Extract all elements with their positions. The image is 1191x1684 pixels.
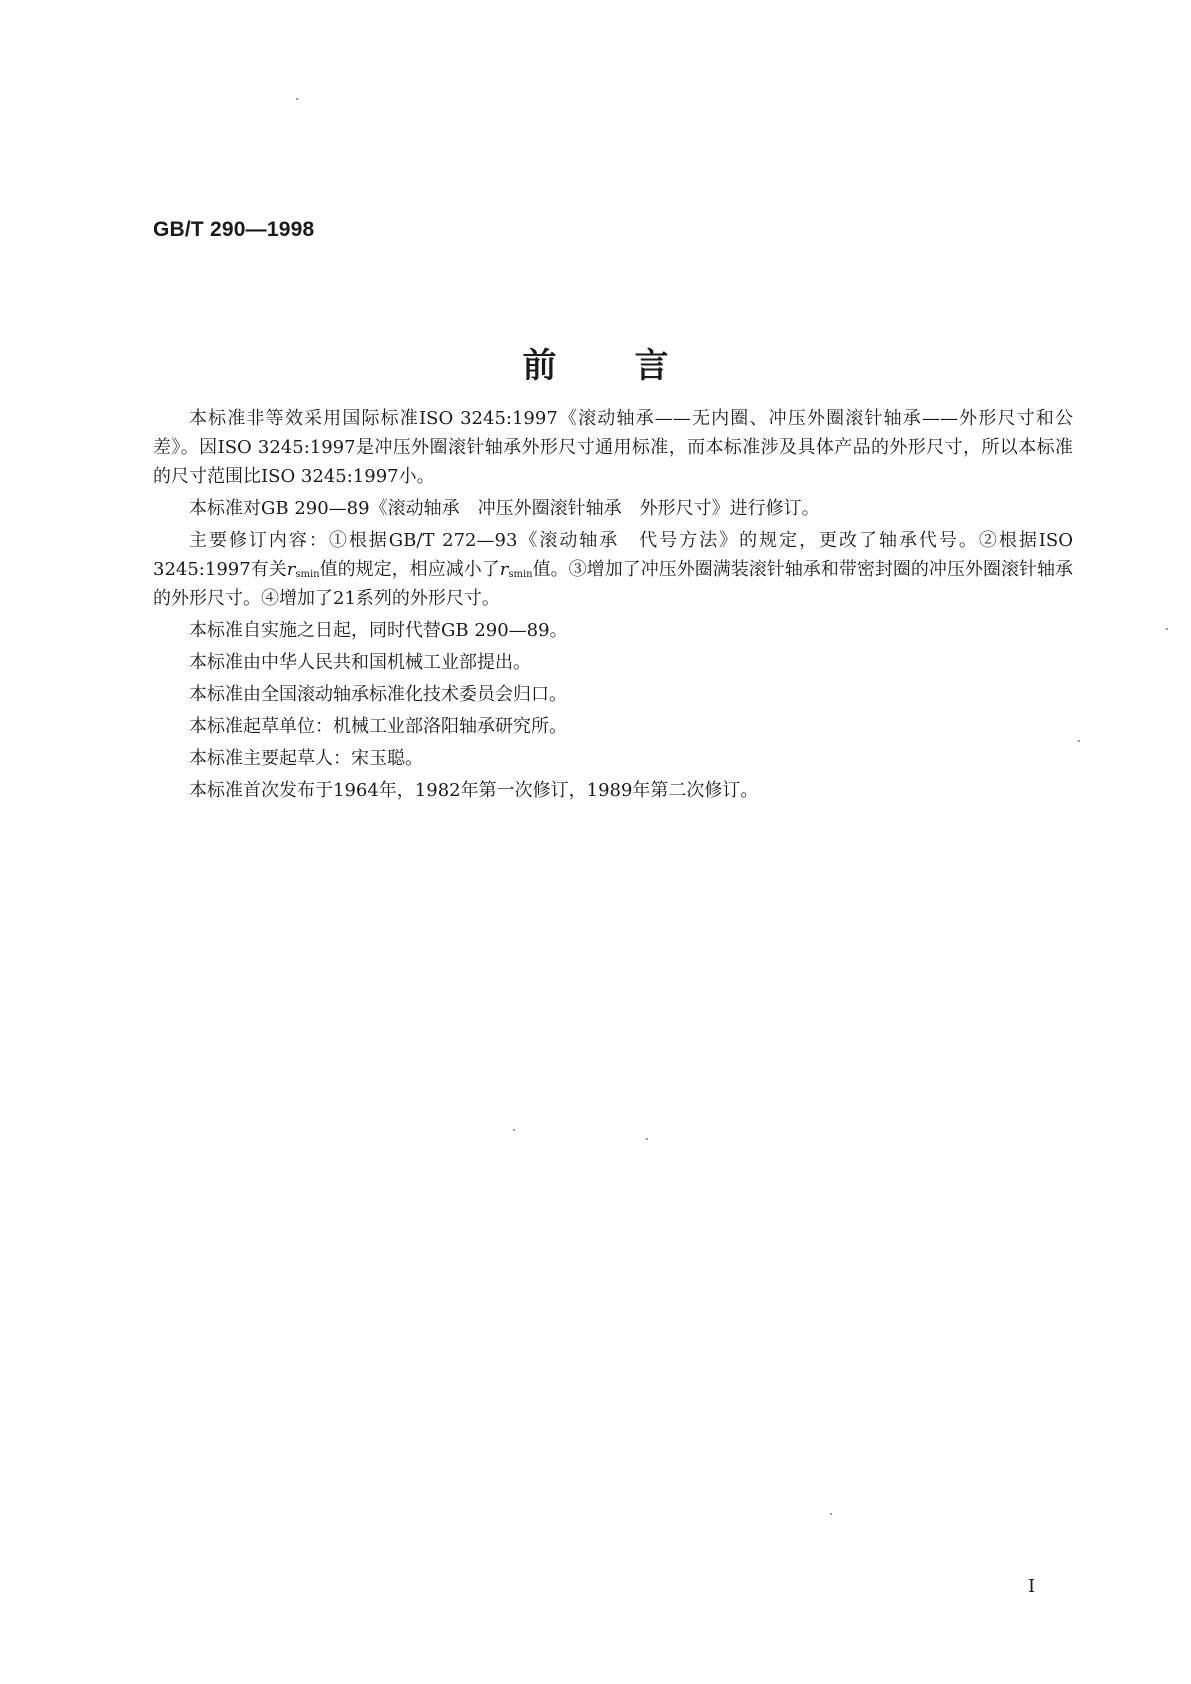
- r-subscript-2: smin: [508, 569, 533, 580]
- scan-speck: [646, 1138, 648, 1140]
- page-number: I: [1028, 1576, 1036, 1597]
- page-title: [0, 338, 1191, 387]
- title-char-1: 前: [522, 346, 557, 386]
- r-subscript-1: smin: [295, 569, 320, 580]
- main-changes-text-b: 代号方法》的规定，更改了轴承代号。②根据ISO 3245:1997有关: [153, 530, 1073, 580]
- foreword-body: [153, 404, 1073, 808]
- paragraph-committee: 本标准由全国滚动轴承标准化技术委员会归口。: [189, 684, 567, 705]
- paragraph-drafting-unit: 本标准起草单位：机械工业部洛阳轴承研究所。: [189, 716, 567, 737]
- scan-speck: [296, 98, 298, 100]
- r-symbol-1: r: [286, 559, 296, 580]
- r-symbol-2: r: [499, 559, 509, 580]
- title-char-2: 言: [634, 346, 669, 386]
- paragraph-replacement: 本标准自实施之日起，同时代替GB 290—89。: [189, 620, 568, 641]
- scan-speck: [513, 1129, 515, 1131]
- paragraph-revision-basis: [153, 494, 1073, 523]
- paragraph-main-changes: [153, 526, 1073, 613]
- scan-speck: [830, 1513, 832, 1515]
- main-changes-text-d: 值。③增加了冲压外圈满装滚针轴承和带密封圈的冲压外圈滚针轴承的外形尺寸。④增加了21系列的外形尺寸。: [153, 559, 1074, 609]
- paragraph-proposer: 本标准由中华人民共和国机械工业部提出。: [189, 652, 531, 673]
- paragraph-drafter: 本标准主要起草人：宋玉聪。: [189, 748, 423, 769]
- scan-speck: [1166, 628, 1168, 630]
- revision-basis-text-b: 冲压外圈滚针轴承: [477, 498, 622, 519]
- main-changes-text-a: 主要修订内容：①根据GB/T 272—93《滚动轴承: [189, 530, 620, 551]
- revision-basis-text-c: 外形尺寸》进行修订。: [639, 498, 820, 519]
- paragraph-history: 本标准首次发布于1964年，1982年第一次修订，1989年第二次修订。: [189, 780, 759, 801]
- revision-basis-text-a: 本标准对GB 290—89《滚动轴承: [189, 498, 460, 519]
- document-code: GB/T 290—1998: [153, 218, 315, 241]
- paragraph-adoption: 本标准非等效采用国际标准ISO 3245:1997《滚动轴承——无内圈、冲压外圈滚针轴承——外形尺寸和公差》。因ISO 3245:1997是冲压外圈滚针轴承外形尺寸通用标准，而本标准涉及具体产品的外形尺寸，所以本标准的尺寸范围比ISO 3245:1997小。: [153, 408, 1073, 487]
- scan-speck: [1078, 740, 1080, 742]
- main-changes-text-c: 值的规定，相应减小了: [319, 559, 500, 580]
